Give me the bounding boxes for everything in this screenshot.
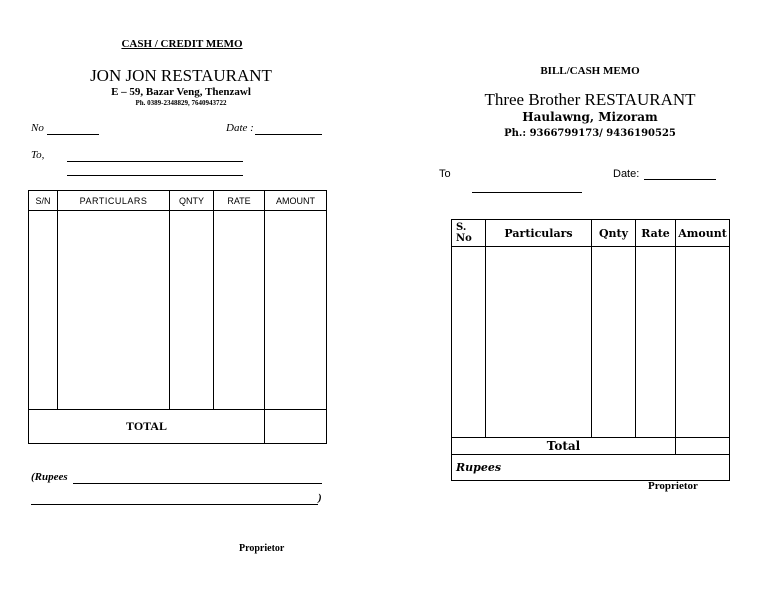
column-header-rate: Rate bbox=[636, 220, 676, 247]
cell-amount[interactable] bbox=[265, 211, 327, 410]
rupees-close-bracket: ) bbox=[318, 492, 322, 504]
date-field[interactable] bbox=[255, 134, 322, 135]
total-amount-cell[interactable] bbox=[265, 410, 327, 444]
cell-particulars[interactable] bbox=[486, 247, 592, 438]
proprietor-label: Proprietor bbox=[239, 543, 285, 554]
column-header-qnty: Qnty bbox=[592, 220, 636, 247]
rupees-row[interactable] bbox=[452, 455, 730, 481]
table-body-row[interactable] bbox=[452, 247, 730, 438]
restaurant-name: JON JON RESTAURANT bbox=[90, 66, 272, 85]
column-header-qnty: QNTY bbox=[170, 191, 214, 211]
rupees-field-line-2[interactable] bbox=[31, 504, 318, 505]
restaurant-address: Haulawng, Mizoram bbox=[522, 110, 658, 124]
cell-amount[interactable] bbox=[676, 247, 730, 438]
cell-qnty[interactable] bbox=[592, 247, 636, 438]
column-header-sno: S. No bbox=[452, 220, 486, 247]
to-field-line-1[interactable] bbox=[67, 161, 243, 162]
column-header-particulars: Particulars bbox=[486, 220, 592, 247]
date-label: Date : bbox=[226, 122, 254, 134]
cell-rate[interactable] bbox=[636, 247, 676, 438]
proprietor-label: Proprietor bbox=[648, 480, 698, 492]
date-field[interactable] bbox=[644, 179, 716, 180]
cell-rate[interactable] bbox=[214, 211, 265, 410]
column-header-rate: RATE bbox=[214, 191, 265, 211]
restaurant-phone: Ph.: 9366799173/ 9436190525 bbox=[504, 128, 676, 139]
table-header-row bbox=[452, 220, 730, 247]
total-label: Total bbox=[452, 438, 676, 455]
items-table bbox=[451, 219, 730, 481]
items-table bbox=[28, 190, 327, 444]
table-body-row[interactable] bbox=[29, 211, 327, 410]
restaurant-address: E – 59, Bazar Veng, Thenzawl bbox=[111, 86, 251, 98]
cell-sno[interactable] bbox=[452, 247, 486, 438]
to-label: To bbox=[439, 168, 451, 180]
memo-no-label: No bbox=[31, 122, 44, 134]
date-label: Date: bbox=[613, 168, 640, 180]
memo-no-field[interactable] bbox=[47, 134, 99, 135]
restaurant-phone: Ph. 0389-2348829, 7640943722 bbox=[135, 99, 227, 107]
to-label: To, bbox=[31, 149, 45, 161]
total-amount-cell[interactable] bbox=[676, 438, 730, 455]
memo-heading: BILL/CASH MEMO bbox=[540, 65, 640, 77]
total-label: TOTAL bbox=[29, 410, 265, 444]
column-header-amount: AMOUNT bbox=[265, 191, 327, 211]
to-field[interactable] bbox=[472, 192, 582, 193]
rupees-field-line-1[interactable] bbox=[73, 483, 322, 484]
table-total-row bbox=[452, 438, 730, 455]
memo-heading: CASH / CREDIT MEMO bbox=[121, 38, 243, 50]
column-header-particulars: PARTICULARS bbox=[58, 191, 170, 211]
rupees-label: Rupees bbox=[452, 455, 730, 481]
cell-sn[interactable] bbox=[29, 211, 58, 410]
to-field-line-2[interactable] bbox=[67, 175, 243, 176]
table-header-row bbox=[29, 191, 327, 211]
cell-qnty[interactable] bbox=[170, 211, 214, 410]
cell-particulars[interactable] bbox=[58, 211, 170, 410]
column-header-sn: S/N bbox=[29, 191, 58, 211]
column-header-amount: Amount bbox=[676, 220, 730, 247]
rupees-label: (Rupees bbox=[31, 471, 68, 483]
table-total-row bbox=[29, 410, 327, 444]
restaurant-name: Three Brother RESTAURANT bbox=[484, 90, 696, 109]
